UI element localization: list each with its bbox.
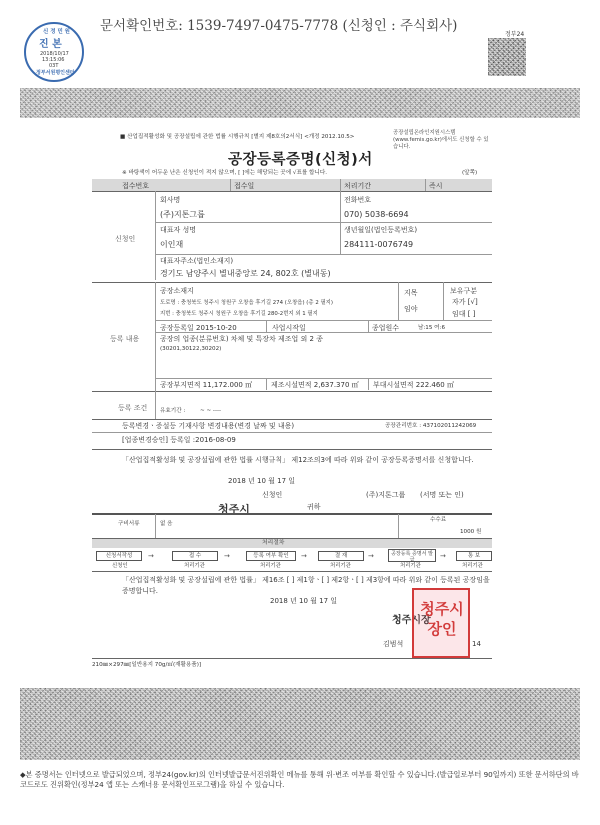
paper-size: 210㎜×297㎜[일반용지 70g/㎡(재활용품)] <box>92 662 202 668</box>
docs-value: 없 음 <box>160 521 173 527</box>
application-paragraph: 「산업집적활성화 및 공장설립에 관한 법률 시행규칙」 제12조의3에 따라 위와 같이 공장등록증명서를 신청합니다. <box>122 456 474 464</box>
lease-checkbox: 임대 [ ] <box>452 310 476 318</box>
step-5-sub: 처리기관 <box>400 563 421 569</box>
arrow-icon: → <box>224 552 230 560</box>
step-1: 신청서작성 <box>96 551 142 561</box>
step-2: 접 수 <box>172 551 218 561</box>
holding-label: 보유구분 <box>450 287 478 295</box>
building-area: 제조시설면적 2,637.370 ㎡ <box>271 381 359 389</box>
application-date: 2018 년 10 월 17 일 <box>228 477 296 485</box>
industry-label: 공장의 업종(분류번호) 차체 및 특장차 제조업 외 2 종 <box>160 335 323 343</box>
recipient-suffix: 귀하 <box>307 503 321 511</box>
company-value: (주)지톤그룹 <box>160 210 205 219</box>
barcode-bottom <box>20 688 580 760</box>
doc-number: 문서확인번호: 1539-7497-0475-7778 (신청인 : 주식회사) <box>100 18 458 34</box>
start-date-label: 사업시작일 <box>272 324 306 332</box>
form-title: 공장등록증명(신청)서 <box>228 152 373 168</box>
applicant-label: 신청인 <box>262 491 283 499</box>
step-3-sub: 처리기관 <box>260 563 281 569</box>
own-checkbox: 자가 [√] <box>452 298 478 306</box>
sign-label: (서명 또는 인) <box>420 491 464 499</box>
phone-value: 070) 5038-6694 <box>344 210 409 219</box>
online-note: 공장설립온라인지원시스템(www.femis.go.kr)에서도 신청할 수 있습니다. <box>393 130 489 151</box>
official-seal: 청주시 장인 <box>412 588 470 658</box>
registration-section-label: 등록 내용 <box>110 335 140 343</box>
fee-label: 수수료 <box>430 517 447 523</box>
validity-value: ~ ~ ---- <box>200 408 222 414</box>
step-2-sub: 처리기관 <box>184 563 205 569</box>
officer-number: 14 <box>472 640 481 648</box>
qr-code-icon <box>488 38 526 76</box>
certification-date: 2018 년 10 월 17 일 <box>270 597 338 605</box>
step-6-sub: 처리기관 <box>462 563 483 569</box>
mgmt-number: 공장관리번호 : 437102011242069 <box>385 423 477 429</box>
arrow-icon: → <box>301 552 307 560</box>
validity-label: 유효기간 : <box>160 408 186 414</box>
factory-loc-label: 공장소재지 <box>160 287 194 295</box>
front-note: (앞쪽) <box>462 170 478 176</box>
industry-codes: (30201,30122,30202) <box>160 346 222 352</box>
issuer: 청주시장 <box>392 615 431 626</box>
lot-address: 지번 : 충청북도 청주시 청원구 오창읍 후기길 280-2번지 외 1 필지 <box>160 311 318 317</box>
procedure-title-bar <box>92 539 492 548</box>
barcode-top <box>20 88 580 118</box>
certification-paragraph: 「산업집적활성화 및 공장설립에 관한 법률」 제16조 [ ] 제1항ㆍ[ ] 제2항ㆍ[ ] 제3항에 따라 위와 같이 등록된 공장임을 증명합니다. <box>122 576 490 595</box>
step-3: 등록 여부 확인 <box>246 551 296 561</box>
reg-date: 공장등록일 2015-10-20 <box>160 324 237 332</box>
arrow-icon: → <box>440 552 446 560</box>
birth-value: 284111-0076749 <box>344 240 414 249</box>
certification-stamp: 신 정 민 원 진 본 2018/10/17 13:15:06 03T 정부서원평인센터 <box>24 22 84 82</box>
arrow-icon: → <box>148 552 154 560</box>
step-4: 결 재 <box>318 551 364 561</box>
land-category-label: 지목 <box>404 289 418 297</box>
rule-reference: ■ 산업집적활성화 및 공장설립에 관한 법률 시행규칙 [별지 제8호의2서식] <개정 2012.10.5> <box>120 134 355 140</box>
aux-area: 부대시설면적 222.460 ㎡ <box>373 381 454 389</box>
company-label: 회사명 <box>160 196 181 204</box>
receipt-no-label: 접수번호 <box>122 182 150 190</box>
officer-name: 김범석 <box>383 640 404 648</box>
footer-note: ◆본 증명서는 인터넷으로 발급되었으며, 정부24(gov.kr)의 인터넷발급문서진위확인 메뉴를 통해 위·변조 여부를 확인할 수 있습니다.(발급일로부터 90일까지) 또한 문서하단의 바코드로도 진위확인(정부24 앱 또는 스캐너용 문서확인프로그램)을 하실 수 있습니다. <box>20 770 579 790</box>
rep-label: 대표자 성명 <box>160 226 197 234</box>
gov24-logo: 정부24 <box>505 31 525 38</box>
employees-label: 종업원수 <box>372 324 400 332</box>
step-6: 통 보 <box>456 551 492 561</box>
land-category-value: 임야 <box>404 305 418 313</box>
birth-label: 생년월일(법인등록번호) <box>344 226 418 234</box>
process-period-label: 처리기간 <box>344 182 372 190</box>
step-4-sub: 처리기관 <box>330 563 351 569</box>
address-value: 경기도 남양주시 별내중앙로 24, 802호 (별내동) <box>160 269 331 278</box>
changes-value: [업종변경승인] 등록일 :2016-08-09 <box>122 436 236 444</box>
phone-label: 전화번호 <box>344 196 372 204</box>
process-period-value: 즉시 <box>429 182 443 190</box>
docs-label: 구비서류 <box>118 521 140 527</box>
applicant-section-label: 신청인 <box>115 235 136 243</box>
receipt-date-label: 접수일 <box>234 182 255 190</box>
road-address: 도로명 : 충청북도 청주시 청원구 오창읍 후기길 274 (오창읍) (총 2 필지) <box>160 300 333 306</box>
applicant-name: (주)지톤그룹 <box>366 491 406 499</box>
arrow-icon: → <box>368 552 374 560</box>
land-area: 공장부지면적 11,172.000 ㎡ <box>160 381 253 389</box>
address-label: 대표자주소(법인소재지) <box>160 257 234 265</box>
step-1-sub: 신청인 <box>112 563 128 569</box>
employees-value: 남:15 여:6 <box>418 325 446 331</box>
changes-label: 등록변경ㆍ증설등 기재사항 변경내용(변경 날짜 및 내용) <box>122 422 295 430</box>
condition-label: 등록 조건 <box>118 404 148 412</box>
fee-value: 1000 원 <box>460 529 482 535</box>
recipient: 청주시 <box>218 503 250 516</box>
step-5: 공장등록 증명서 발급 <box>388 549 436 562</box>
procedure-title: 처리절차 <box>262 540 285 546</box>
rep-value: 이인재 <box>160 240 184 249</box>
instructions: ※ 바탕색이 어두운 난은 신청인이 적지 않으며, [ ]에는 해당되는 곳에 √표를 합니다. <box>122 170 328 176</box>
